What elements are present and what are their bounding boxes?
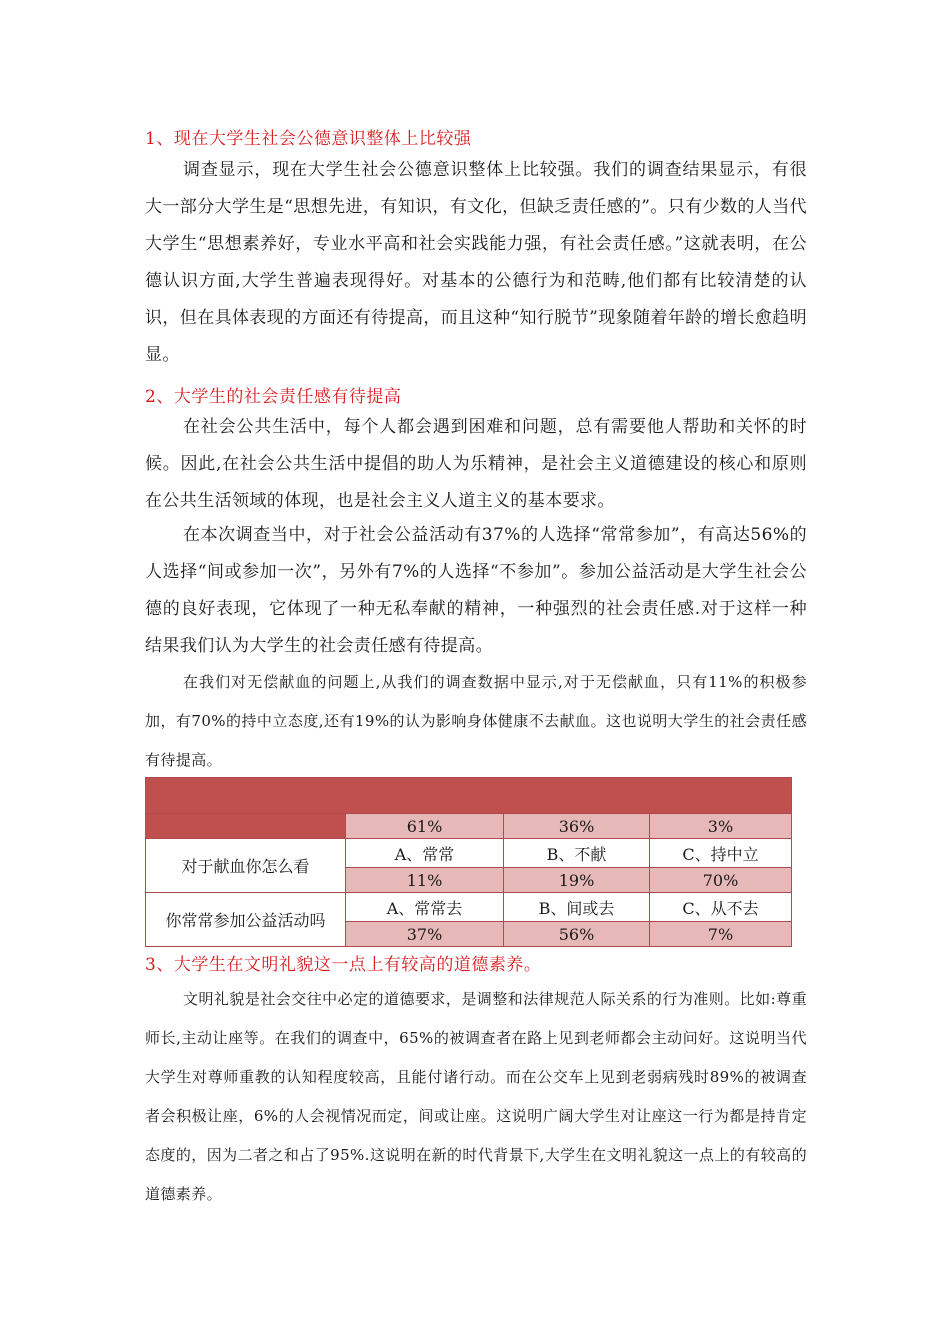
section-3-paragraph: 文明礼貌是社会交往中必定的道德要求，是调整和法律规范人际关系的行为准则。比如:尊重师长,主动让座等。在我们的调查中，65%的被调查者在路上见到老师都会主动问好。这说明当代大学生对尊师重教的认知程度较高，且能付诸行动。而在公交车上见到老弱病残时89%的被调查者会积极让座，6%的人会视情况而定，间或让座。这说明广阔大学生对让座这一行为都是持肯定态度的，因为二者之和占了95%.这说明在新的时代背景下,大学生在文明礼貌这一点上的有较高的道德素养。 [145,990,807,1203]
table-option-cell: C、持中立 [650,839,792,868]
table-value-cell: 61% [346,814,504,839]
question-2-label: 你常常参加公益活动吗 [146,893,346,947]
table-header-band [146,778,792,814]
section-2-paragraph-3: 在我们对无偿献血的问题上,从我们的调查数据中显示,对于无偿献血，只有11%的积极参加，有70%的持中立态度,还有19%的认为影响身体健康不去献血。这也说明大学生的社会责任感有待提高。 [145,673,807,769]
table-value-cell: 36% [504,814,650,839]
section-2-paragraph-1: 在社会公共生活中，每个人都会遇到困难和问题，总有需要他人帮助和关怀的时候。因此,在社会公共生活中提倡的助人为乐精神，是社会主义道德建设的核心和原则在公共生活领域的体现，也是社会主义人道主义的基本要求。 [145,417,807,511]
table-row [146,839,792,868]
table-value-cell: 70% [650,868,792,893]
table-row [146,814,792,839]
table-option-cell: B、不献 [504,839,650,868]
section-2-heading: 2、大学生的社会责任感有待提高 [145,387,402,407]
table-option-cell: B、间或去 [504,893,650,922]
table-header-row [146,778,792,814]
section-2-paragraph-2: 在本次调查当中，对于社会公益活动有37%的人选择“常常参加”，有高达56%的人选择“间或参加一次”，另外有7%的人选择“不参加”。参加公益活动是大学生社会公德的良好表现，它体现了一种无私奉献的精神，一种强烈的社会责任感.对于这样一种结果我们认为大学生的社会责任感有待提高。 [145,525,807,656]
table-row [146,893,792,922]
table-value-cell: 19% [504,868,650,893]
table-value-cell: 3% [650,814,792,839]
table-value-cell: 11% [346,868,504,893]
section-1-paragraph: 调查显示，现在大学生社会公德意识整体上比较强。我们的调查结果显示，有很大一部分大学生是“思想先进，有知识，有文化，但缺乏责任感的”。只有少数的人当代大学生“思想素养好，专业水平高和社会实践能力强，有社会责任感。”这就表明，在公德认识方面,大学生普遍表现得好。对基本的公德行为和范畴,他们都有比较清楚的认识，但在具体表现的方面还有待提高，而且这种“知行脱节”现象随着年龄的增长愈趋明显。 [145,160,807,365]
table-option-cell: A、常常 [346,839,504,868]
table-option-cell: C、从不去 [650,893,792,922]
table-value-cell: 37% [346,922,504,947]
section-1-heading: 1、现在大学生社会公德意识整体上比较强 [145,129,472,149]
table-option-cell: A、常常去 [346,893,504,922]
table-value-cell: 7% [650,922,792,947]
survey-table [145,777,792,947]
table-blank-cell [146,814,346,839]
table-value-cell: 56% [504,922,650,947]
section-3-heading: 3、大学生在文明礼貌这一点上有较高的道德素养。 [145,955,542,975]
question-1-label: 对于献血你怎么看 [146,839,346,893]
